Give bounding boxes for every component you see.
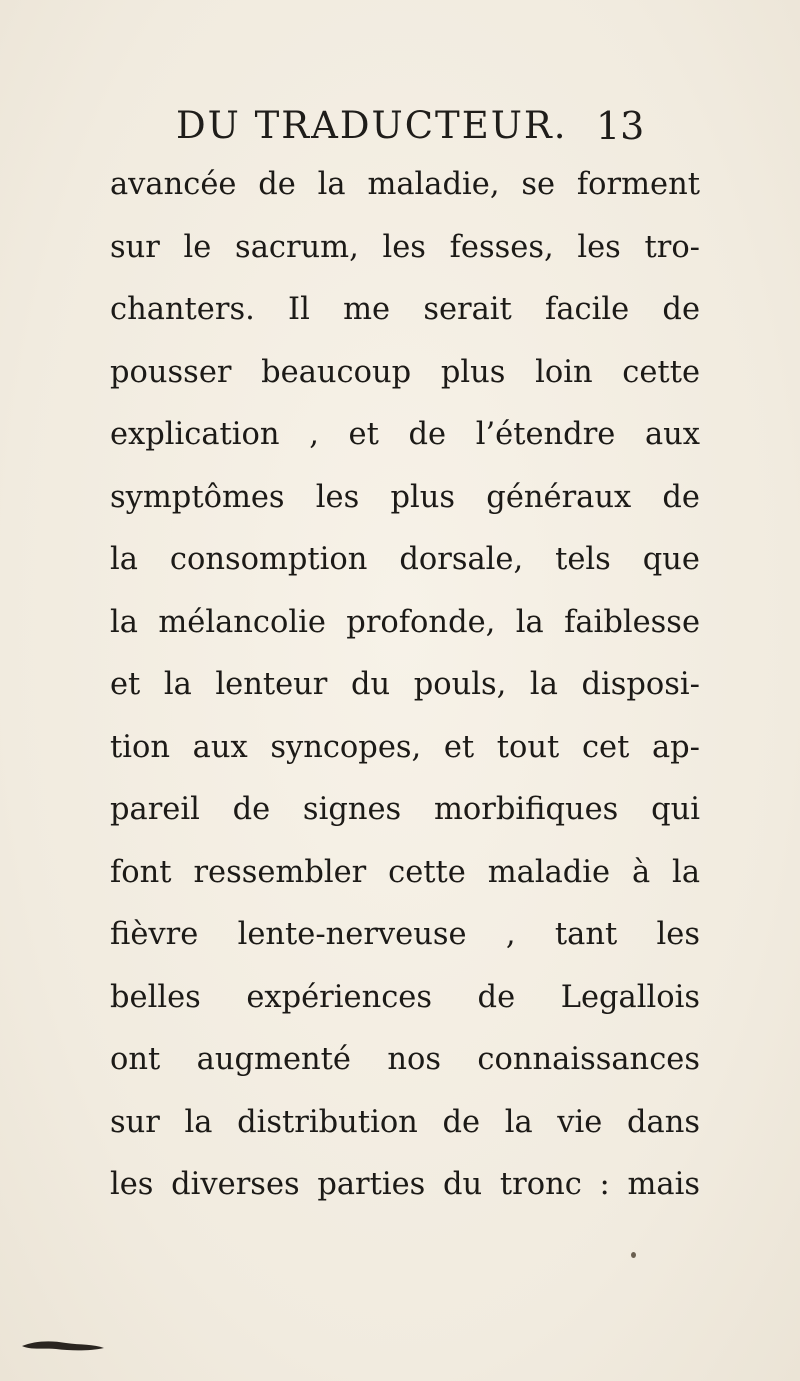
text-line: les diverses parties du tronc : mais bbox=[110, 1167, 700, 1202]
text-line: avancée de la maladie, se forment bbox=[110, 167, 700, 202]
text-line: font ressembler cette maladie à la bbox=[110, 854, 700, 890]
body-text bbox=[110, 154, 700, 1217]
running-title: DU TRADUCTEUR. bbox=[176, 104, 568, 147]
text-line: pareil de signes morbifiques qui bbox=[110, 792, 700, 827]
text-line: sur le sacrum, les fesses, les tro- bbox=[110, 229, 700, 265]
ink-speck bbox=[631, 1252, 636, 1258]
text-line: la consomption dorsale, tels que bbox=[110, 542, 700, 577]
text-line: chanters. Il me serait facile de bbox=[110, 292, 700, 327]
text-line: la mélancolie profonde, la faiblesse bbox=[110, 604, 700, 640]
page-header bbox=[0, 104, 800, 154]
text-line: symptômes les plus généraux de bbox=[110, 479, 700, 515]
text-line: et la lenteur du pouls, la disposi- bbox=[110, 667, 700, 702]
text-line: sur la distribution de la vie dans bbox=[110, 1104, 700, 1140]
ink-smudge bbox=[20, 1338, 106, 1354]
text-line: pousser beaucoup plus loin cette bbox=[110, 354, 700, 390]
text-line: fièvre lente-nerveuse , tant les bbox=[110, 917, 700, 952]
page-number: 13 bbox=[596, 104, 645, 148]
text-line: tion aux syncopes, et tout cet ap- bbox=[110, 729, 700, 765]
text-line: belles expériences de Legallois bbox=[110, 979, 700, 1015]
text-line: explication , et de l’étendre aux bbox=[110, 417, 700, 452]
text-line: ont augmenté nos connaissances bbox=[110, 1042, 700, 1077]
